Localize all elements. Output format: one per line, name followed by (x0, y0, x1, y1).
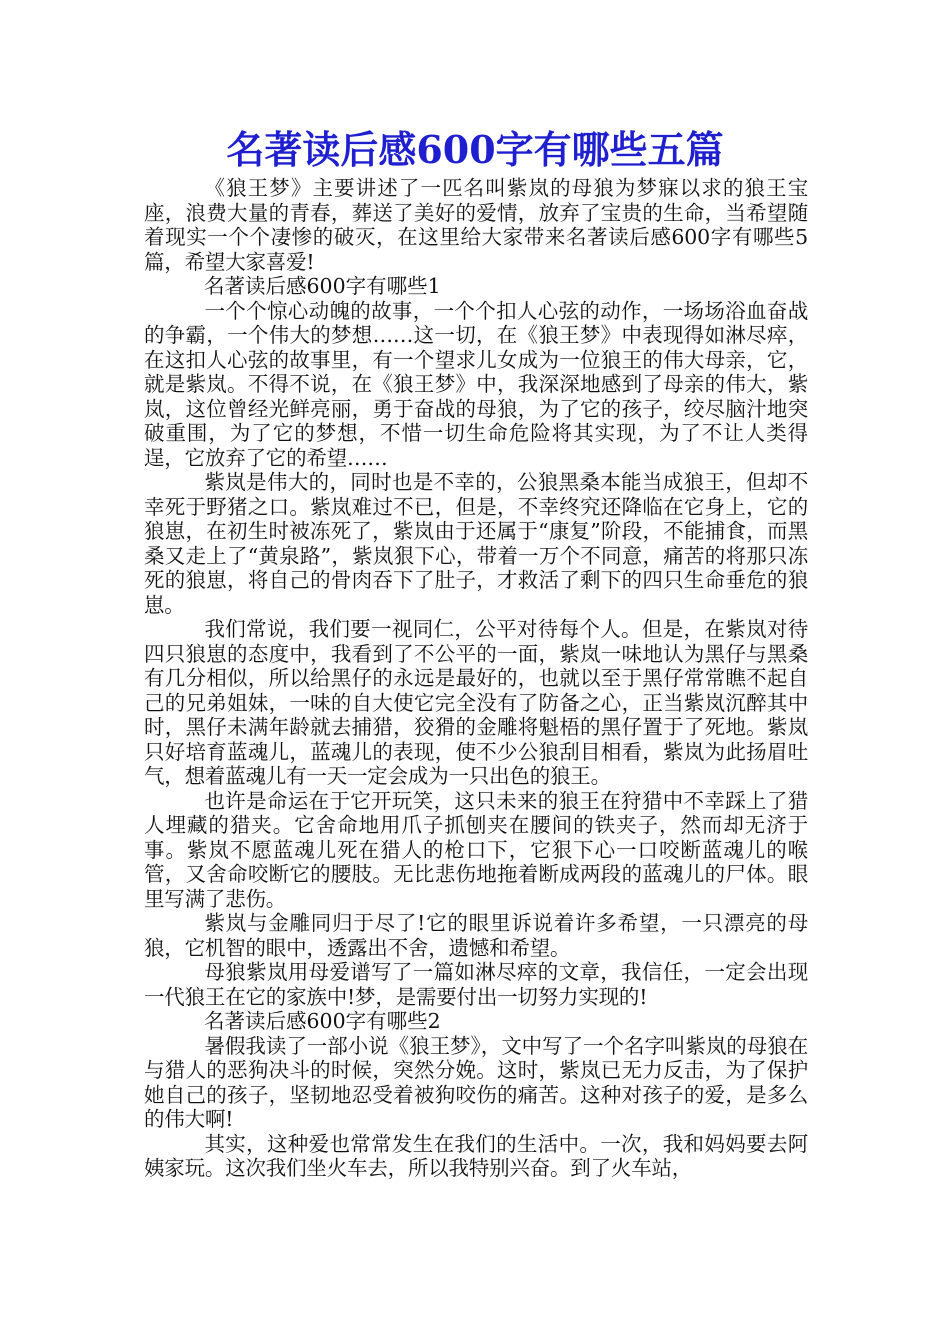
body-paragraph: 也许是命运在于它开玩笑，这只未来的狼王在狩猎中不幸踩上了猎人埋藏的猎夹。它舍命地用爪子抓刨夹在腰间的铁夹子，然而却无济于事。紫岚不愿蓝魂儿死在猎人的枪口下，它狠下心一口咬断蓝魂儿的喉管，又舍命咬断它的腰肢。无比悲伤地拖着断成两段的蓝魂儿的尸体。眼里写满了悲伤。 (144, 788, 808, 911)
body-paragraph: 紫岚是伟大的，同时也是不幸的，公狼黑桑本能当成狼王，但却不幸死于野猪之口。紫岚难过不已，但是，不幸终究还降临在它身上，它的狼崽，在初生时被冻死了，紫岚由于还属于“康复”阶段，不能捕食，而黑桑又走上了“黄泉路”，紫岚狠下心，带着一万个不同意，痛苦的将那只冻死的狼崽，将自己的骨肉吞下了肚子，才救活了剩下的四只生命垂危的狼崽。 (144, 470, 808, 617)
body-paragraph: 紫岚与金雕同归于尽了!它的眼里诉说着许多希望，一只漂亮的母狼，它机智的眼中，透露出不舍，遗憾和希望。 (144, 911, 808, 960)
body-paragraph: 一个个惊心动魄的故事，一个个扣人心弦的动作，一场场浴血奋战的争霸，一个伟大的梦想……这一切，在《狼王梦》中表现得如淋尽瘁，在这扣人心弦的故事里，有一个望求儿女成为一位狼王的伟大母亲，它，就是紫岚。不得不说，在《狼王梦》中，我深深地感到了母亲的伟大，紫岚，这位曾经光鲜亮丽，勇于奋战的母狼，为了它的孩子，绞尽脑汁地突破重围，为了它的梦想，不惜一切生命危险将其实现，为了不让人类得逞，它放弃了它的希望…… (144, 298, 808, 470)
body-paragraph: 暑假我读了一部小说《狼王梦》，文中写了一个名字叫紫岚的母狼在与猎人的恶狗决斗的时候，突然分娩。这时，紫岚已无力反击，为了保护她自己的孩子，坚韧地忍受着被狗咬伤的痛苦。这种对孩子的爱，是多么的伟大啊! (144, 1033, 808, 1131)
document-title: 名著读后感600字有哪些五篇 (226, 127, 724, 172)
body-paragraph: 其实，这种爱也常常发生在我们的生活中。一次，我和妈妈要去阿姨家玩。这次我们坐火车去，所以我特别兴奋。到了火车站， (144, 1131, 808, 1180)
body-paragraph: 我们常说，我们要一视同仁，公平对待每个人。但是，在紫岚对待四只狼崽的态度中，我看到了不公平的一面，紫岚一味地认为黑仔与黑桑有几分相似，所以给黑仔的永远是最好的，也就以至于黑仔常常瞧不起自己的兄弟姐妹，一味的自大使它完全没有了防备之心，正当紫岚沉醉其中时，黑仔未满年龄就去捕猎，狡猾的金雕将魁梧的黑仔置于了死地。紫岚只好培育蓝魂儿，蓝魂儿的表现，使不少公狼刮目相看，紫岚为此扬眉吐气，想着蓝魂儿有一天一定会成为一只出色的狼王。 (144, 617, 808, 788)
section-heading: 名著读后感600字有哪些2 (204, 1009, 441, 1033)
section-heading: 名著读后感600字有哪些1 (204, 274, 441, 298)
body-paragraph: 《狼王梦》主要讲述了一匹名叫紫岚的母狼为梦寐以求的狼王宝座，浪费大量的青春，葬送了美好的爱情，放弃了宝贵的生命，当希望随着现实一个个凄惨的破灭，在这里给大家带来名著读后感600字有哪些5篇，希望大家喜爱! (144, 176, 808, 274)
document-body (144, 176, 808, 1181)
body-paragraph: 母狼紫岚用母爱谱写了一篇如淋尽瘁的文章，我信任，一定会出现一代狼王在它的家族中!梦，是需要付出一切努力实现的! (144, 960, 808, 1009)
